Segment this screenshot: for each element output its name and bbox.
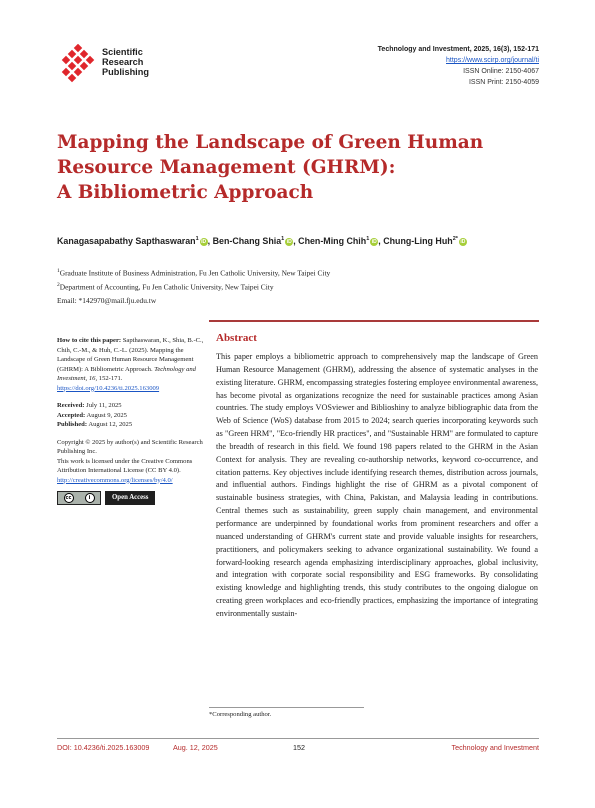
affiliations — [57, 265, 330, 307]
abstract-rule — [209, 320, 539, 322]
author-affiliation-mark: 1 — [195, 236, 199, 243]
how-to-cite-journal: Technology and Investment, 16, — [57, 365, 196, 382]
author-name[interactable]: Ben-Chang Shia — [212, 236, 282, 246]
orcid-icon[interactable]: iD — [286, 239, 292, 245]
publisher-name-line: Publishing — [102, 67, 149, 77]
accepted-label: Accepted: — [57, 411, 86, 419]
how-to-cite-label: How to cite this paper: — [57, 337, 122, 344]
footnote-rule — [209, 707, 364, 708]
article-dates — [57, 401, 205, 430]
affiliation-mark: 1 — [57, 268, 60, 274]
license-badges — [57, 491, 205, 505]
journal-citation: Technology and Investment, 2025, 16(3), 152-171 — [377, 46, 539, 53]
orcid-icon[interactable]: iD — [460, 239, 466, 245]
published-label: Published: — [57, 421, 88, 428]
license-statement: This work is licensed under the Creative Commons Attribution International License (CC BY 4.0). — [57, 457, 193, 474]
journal-info — [378, 44, 539, 88]
received-label: Received: — [57, 402, 85, 409]
license-link[interactable]: http://creativecommons.org/licenses/by/4.0/ — [57, 476, 173, 484]
page-number: 152 — [293, 743, 305, 752]
title-line: Mapping the Landscape of Green Human — [57, 132, 484, 153]
orcid-icon[interactable]: iD — [201, 239, 207, 245]
author-affiliation-mark: 2* — [452, 236, 458, 243]
email-line[interactable]: Email: *142970@mail.fju.edu.tw — [57, 295, 157, 305]
affiliation-line — [57, 265, 330, 279]
publisher-name — [102, 47, 149, 77]
cc-by-badge-icon[interactable]: cc i — [57, 491, 101, 505]
accepted-date — [57, 411, 205, 421]
published-value: August 12, 2025 — [88, 421, 133, 428]
title-line: Resource Management (GHRM): — [57, 157, 396, 178]
issn-print: ISSN Print: 2150-4059 — [468, 79, 539, 86]
author-name[interactable]: Chen-Ming Chih — [298, 236, 367, 246]
article-sidebar — [57, 336, 205, 505]
footer-journal-name: Technology and Investment — [451, 743, 539, 752]
doi-link[interactable]: https://doi.org/10.4236/ti.2025.163009 — [57, 384, 160, 392]
footer-date: Aug. 12, 2025 — [173, 743, 218, 752]
paper-title — [57, 130, 537, 205]
publisher-logo — [58, 44, 168, 84]
author-affiliation-mark: 1 — [281, 236, 285, 243]
how-to-cite-pages: 152-171. — [98, 375, 123, 382]
issn-online: ISSN Online: 2150-4067 — [463, 68, 539, 75]
footer-rule — [57, 738, 539, 739]
title-line: A Bibliometric Approach — [57, 182, 314, 203]
author-name[interactable]: Chung-Ling Huh — [383, 236, 453, 246]
publisher-name-line: Research — [102, 57, 144, 67]
abstract-heading: Abstract — [216, 332, 257, 344]
affiliation-mark: 2 — [57, 282, 60, 289]
copyright-text: Copyright © 2025 by author(s) and Scientific Research Publishing Inc. — [57, 438, 203, 455]
received-value: July 11, 2025 — [86, 402, 122, 409]
scirp-logo-icon — [58, 44, 98, 84]
how-to-cite-text: Sapthaswaran, K., Shia, B.-C., Chih, C.-M., & Huh, C.-L. (2025). Mapping the Landscape of Green Human Resource Management (GHRM): A Bibliometric Approach. — [57, 337, 204, 373]
orcid-icon[interactable]: iD — [371, 239, 377, 245]
abstract-text: This paper employs a bibliometric approach to comprehensively map the landscape of Green Human Resource Management (GHRM), addressing the absence of systematic analyses in the existing literature. GHRM, encompassing strategies fostering employee environmental awareness, has become pivotal as organizations recognize the need for sustainable practices among Asian countries. The study employs VOSviewer and Biblioshiny to analyze bibliographic data from the Web of Science (WoS) database from 2015 to 2024; search queries incorporating keywords such as "Green HRM", "Eco-friendly HR practices", and "Sustainable HRM" are formulated to capture the breadth of research in this field. We found 198 papers related to the GHRM in the Asian Context for analysis. They are revealing co-authorship networks, keyword co-occurrence, and citation patterns. Key objectives include identifying research themes, distribution across journals, and influential authors. Findings highlight the rise of GHRM as a pivotal component of sustainable business strategies, with China, Pakistan, and Malaysia leading in contributions. Central themes such as sustainability, green supply chain management, and environmental performance are underpinned by foundational works from prominent researchers and offer a nuanced understanding of GHRM's current state and provide valuable insights for researchers, practitioners, and policymakers seeking to advance organizational sustainability. We found a forward-looking research agenda emphasizing interdisciplinary approaches, global inclusivity, and integration with corporate social responsibility and ESG frameworks. By consolidating existing knowledge and highlighting trends, this study contributes to the ongoing dialogue on creating green workplaces and eco-friendly practices, emphasizing the importance of integrating environmentally sustain- — [216, 352, 538, 618]
affiliation-line — [57, 279, 330, 293]
author-name[interactable]: Kanagasapabathy Sapthaswaran — [57, 236, 196, 246]
how-to-cite — [57, 336, 205, 393]
author-affiliation-mark: 1 — [366, 236, 370, 243]
affiliation-text: Graduate Institute of Business Administration, Fu Jen Catholic University, New Taipei City — [59, 268, 331, 278]
footer-doi[interactable]: DOI: 10.4236/ti.2025.163009 — [57, 743, 150, 752]
published-date — [57, 420, 205, 430]
received-date — [57, 401, 205, 411]
corresponding-author-note: *Corresponding author. — [209, 711, 272, 718]
accepted-value: August 9, 2025 — [86, 411, 127, 419]
publisher-name-line: Scientific — [102, 47, 143, 57]
affiliation-text: Department of Accounting, Fu Jen Catholic University, New Taipei City — [59, 282, 274, 292]
journal-url-link[interactable]: https://www.scirp.org/journal/ti — [446, 57, 539, 64]
open-access-badge[interactable]: Open Access — [105, 491, 155, 505]
author-list: Kanagasapabathy Sapthaswaran$^1$ iD , Ben-Chang Shia$^1$ iD , Chen-Ming Chih$^1$ iD , Chung-Ling Huh$^{2*}$ iD — [57, 236, 466, 246]
license-info — [57, 438, 205, 506]
